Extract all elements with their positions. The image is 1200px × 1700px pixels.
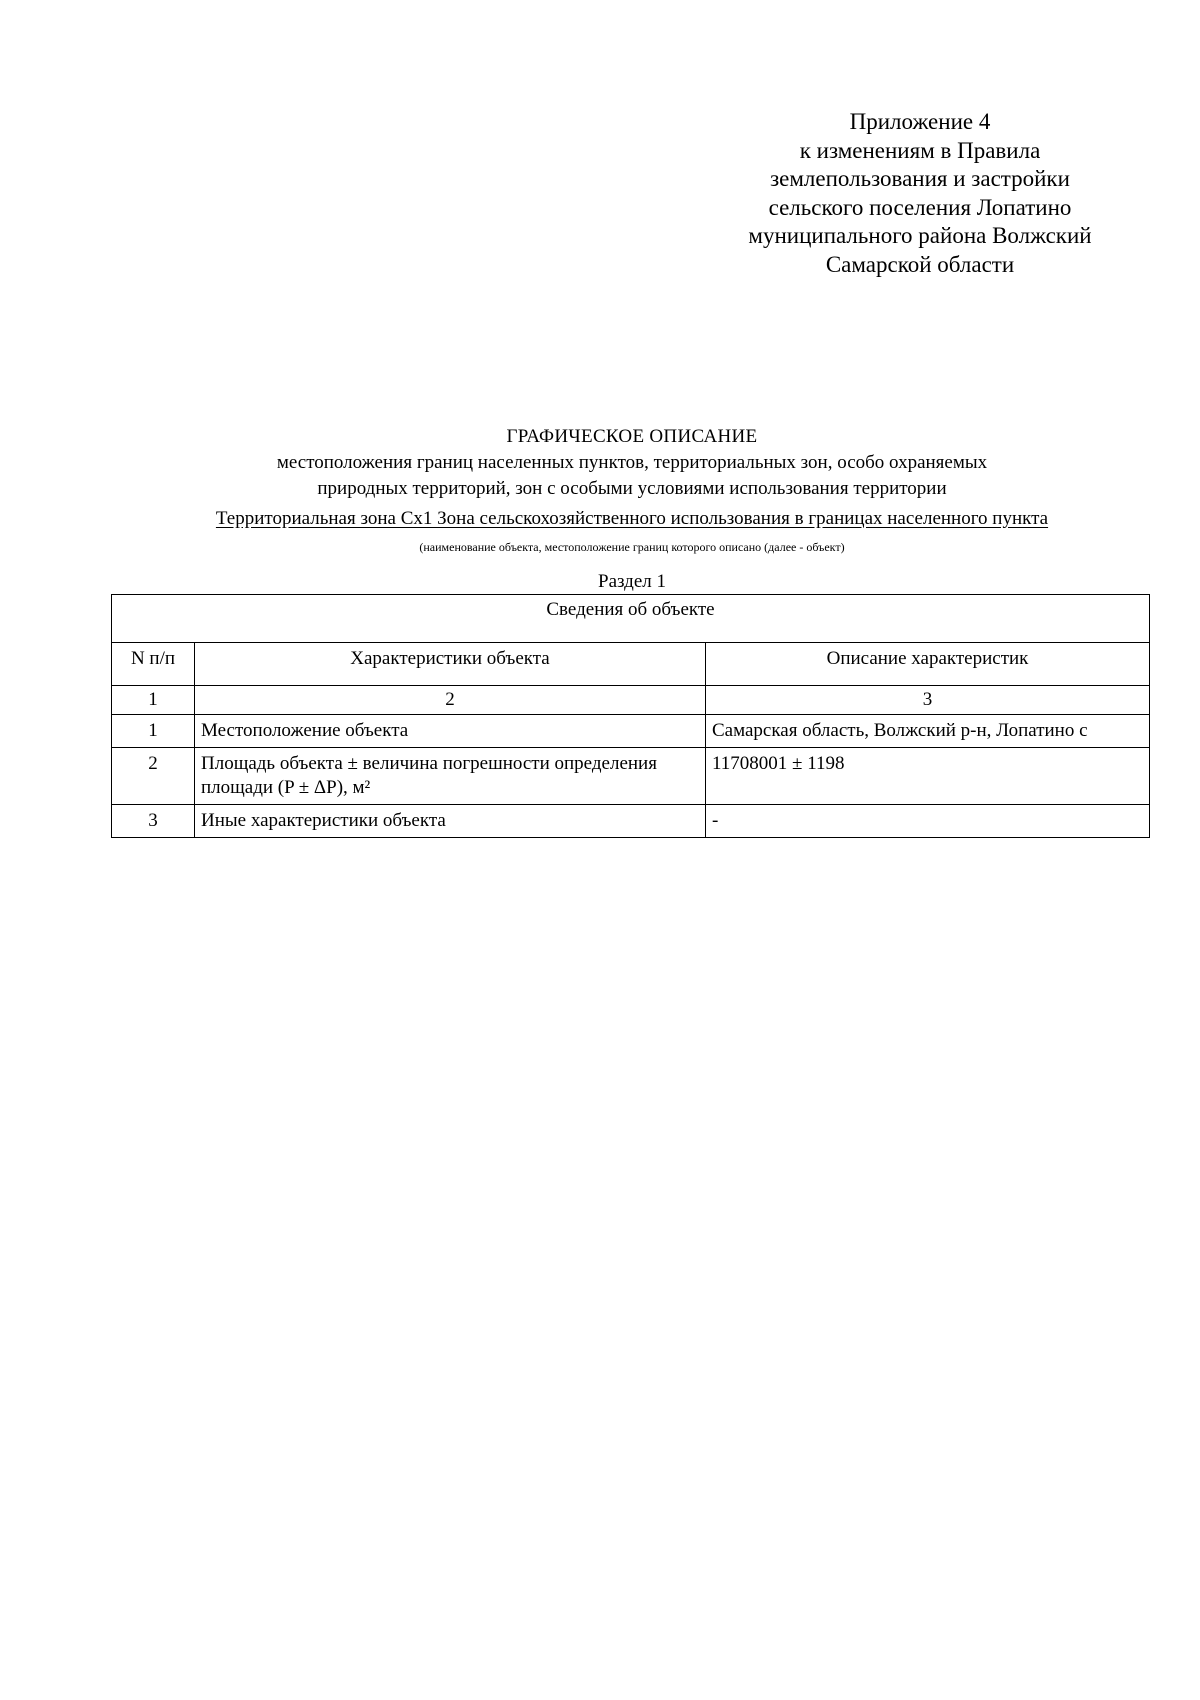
document-subtitle	[0, 450, 1200, 502]
appendix-line: муниципального района Волжский	[748, 223, 1092, 248]
header-cell-description: Описание характеристик	[706, 643, 1150, 686]
column-number-cell: 2	[195, 686, 706, 715]
object-name: Территориальная зона Сх1 Зона сельскохозяйственного использования в границах населенного пункта	[215, 508, 1049, 529]
row-number-cell: 2	[112, 748, 195, 805]
subtitle-line: природных территорий, зон с особыми условиями использования территории	[317, 478, 947, 499]
description-cell: Самарская область, Волжский р-н, Лопатино с	[706, 715, 1150, 748]
appendix-block	[700, 108, 1140, 279]
column-number-cell: 1	[112, 686, 195, 715]
characteristic-cell: Местоположение объекта	[195, 715, 706, 748]
column-number-cell: 3	[706, 686, 1150, 715]
table-row	[112, 805, 1150, 838]
description-cell: 11708001 ± 1198	[706, 748, 1150, 805]
header-cell-number: N п/п	[112, 643, 195, 686]
table-header-row	[112, 643, 1150, 686]
object-info-table	[111, 594, 1150, 838]
table-section-row	[112, 595, 1150, 643]
appendix-line: сельского поселения Лопатино	[768, 194, 1072, 220]
table-row	[112, 748, 1150, 805]
table-column-numbers-row	[112, 686, 1150, 715]
table-section-title: Сведения об объекте	[112, 595, 1150, 643]
characteristic-cell: Площадь объекта ± величина погрешности определения площади (P ± ΔP), м²	[195, 748, 706, 805]
characteristic-cell: Иные характеристики объекта	[195, 805, 706, 838]
description-cell: -	[706, 805, 1150, 838]
appendix-line: землепользования и застройки	[770, 166, 1070, 191]
appendix-line: Самарской области	[825, 251, 1015, 277]
row-number-cell: 3	[112, 805, 195, 838]
section-label: Раздел 1	[598, 571, 666, 592]
object-caption: (наименование объекта, местоположение границ которого описано (далее - объект)	[419, 540, 845, 554]
subtitle-line: местоположения границ населенных пунктов, территориальных зон, особо охраняемых	[276, 452, 988, 473]
appendix-line: Приложение 4	[849, 109, 991, 134]
document-title: ГРАФИЧЕСКОЕ ОПИСАНИЕ	[506, 426, 758, 447]
row-number-cell: 1	[112, 715, 195, 748]
table-row	[112, 715, 1150, 748]
header-cell-characteristic: Характеристики объекта	[195, 643, 706, 686]
appendix-line: к изменениям в Правила	[799, 137, 1041, 163]
